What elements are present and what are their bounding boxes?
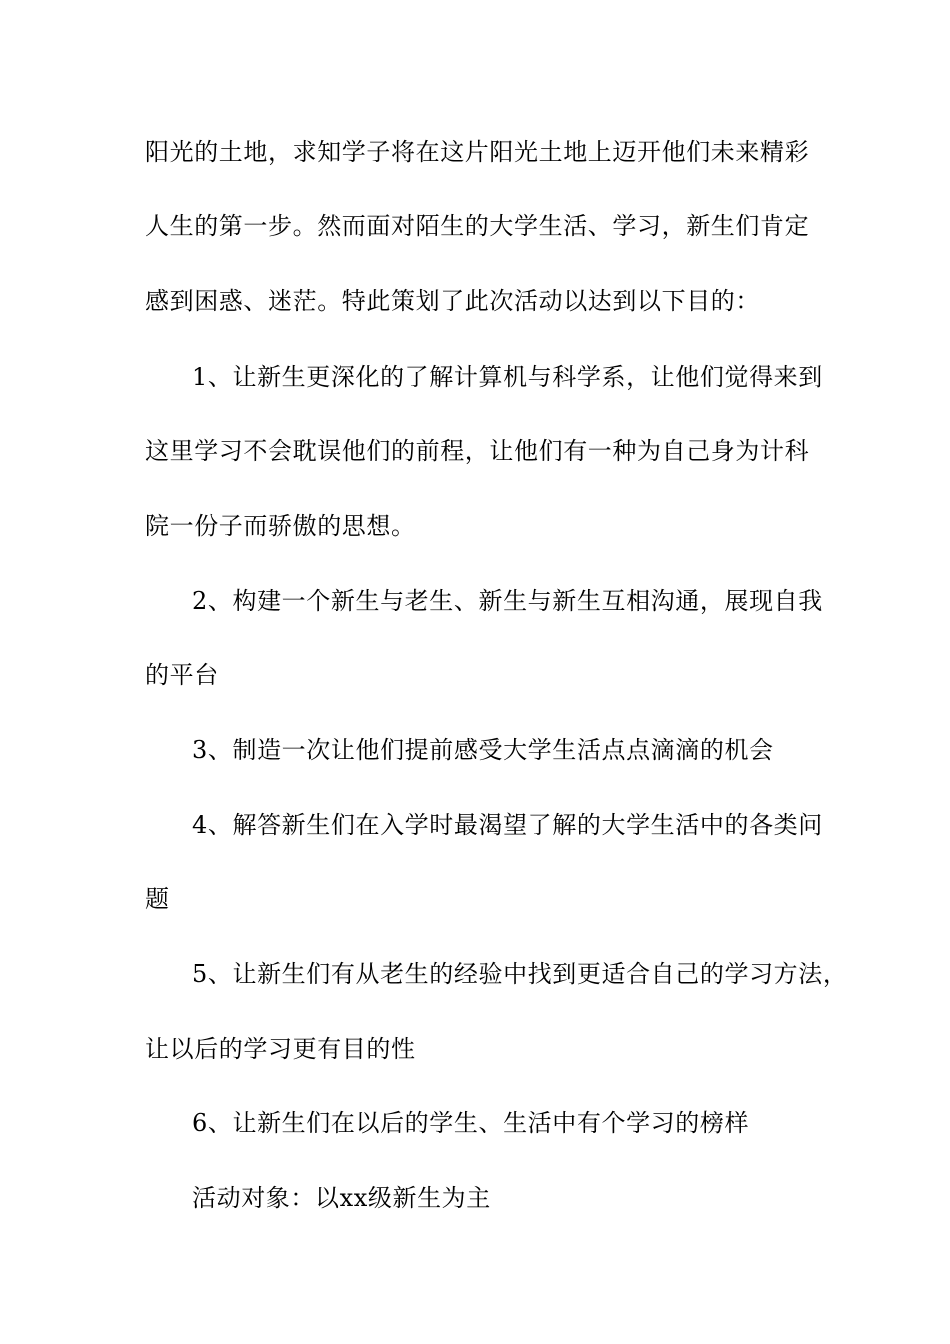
goal-item-1-line: 1、让新生更深化的了解计算机与科学系，让他们觉得来到 [192,363,823,391]
activity-target-line: 活动对象：以xx级新生为主 [192,1184,491,1212]
goal-item-2-line: 2、构建一个新生与老生、新生与新生互相沟通，展现自我 [192,587,823,615]
paragraph-line: 阳光的土地，求知学子将在这片阳光土地上迈开他们未来精彩 [145,138,810,166]
goal-item-3-line: 3、制造一次让他们提前感受大学生活点点滴滴的机会 [192,736,774,764]
paragraph-line: 感到困惑、迷茫。特此策划了此次活动以达到以下目的： [145,287,760,315]
goal-item-1-line: 这里学习不会耽误他们的前程，让他们有一种为自己身为计科 [145,437,810,465]
goal-item-4-line: 4、解答新生们在入学时最渴望了解的大学生活中的各类问 [192,811,823,839]
goal-item-2-line: 的平台 [145,661,219,689]
goal-item-4-line: 题 [145,885,170,913]
paragraph-line: 人生的第一步。然而面对陌生的大学生活、学习，新生们肯定 [145,212,810,240]
goal-item-1-line: 院一份子而骄傲的思想。 [145,512,416,540]
goal-item-6-line: 6、让新生们在以后的学生、生活中有个学习的榜样 [192,1109,750,1137]
goal-item-5-line: 让以后的学习更有目的性 [145,1035,416,1063]
goal-item-5-line: 5、让新生们有从老生的经验中找到更适合自己的学习方法， [192,960,848,988]
